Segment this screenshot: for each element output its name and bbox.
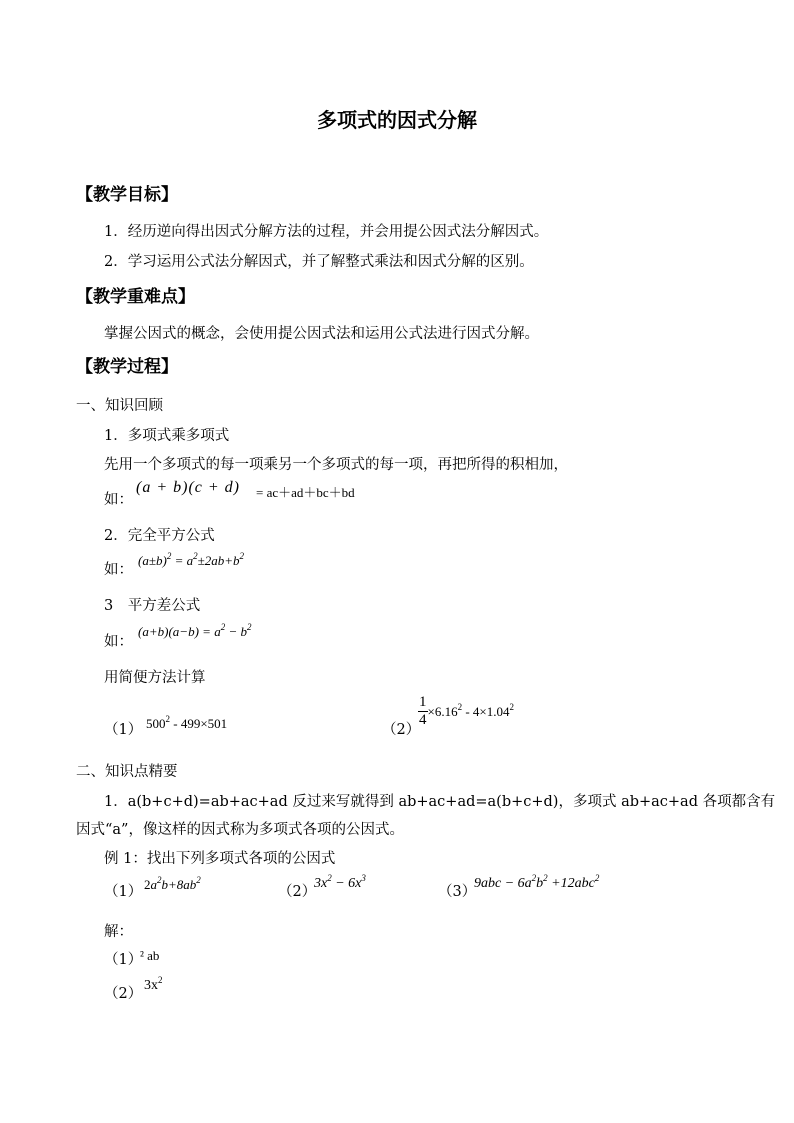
calc2-formula — [418, 694, 514, 729]
calc2-label: （2） — [382, 722, 421, 738]
calc1-label: （1） — [104, 722, 143, 738]
part2-para-line1: 1．a(b+c+d)=ab+ac+ad 反过来写就得到 ab+ac+ad=a(b+c+d)，多项式 ab+ac+ad 各项都含有 — [104, 794, 776, 810]
sol1-label: （1） — [104, 952, 143, 968]
sol2-value: $3x^2$ — [144, 975, 163, 993]
part2-para-line2: 因式“a”，像这样的因式称为多项式各项的公因式。 — [76, 822, 404, 838]
item3-formula: $(a+b)(a-b) = a^2 - b^2$ — [138, 622, 252, 639]
item1-formula-rhs: = ac＋ad＋bc＋bd — [256, 485, 355, 500]
item3-title: 3 平方差公式 — [104, 598, 201, 614]
example-title: 例 1：找出下列多项式各项的公因式 — [104, 851, 336, 867]
goal-item-1: 1．经历逆向得出因式分解方法的过程，并会用提公因式法分解因式。 — [104, 224, 549, 240]
sol2-label: （2） — [104, 986, 143, 1002]
item1-formula-lhs: (a + b)(c + d) — [136, 479, 241, 496]
calc2-frac-num: 1 — [419, 694, 427, 710]
item1-text: 先用一个多项式的每一项乘另一个多项式的每一项，再把所得的积相加， — [104, 457, 568, 473]
eg-label-3: 如： — [104, 634, 133, 650]
solution-label: 解： — [104, 924, 133, 940]
part2-heading: 二、知识点精要 — [76, 764, 178, 780]
ex3-label: （3） — [438, 884, 477, 900]
ex2-formula: $3x^2 - 6x^3$ — [314, 873, 366, 891]
calc2-rest: $\times 6.16^2 - 4\times 1.04^2$ — [427, 701, 515, 719]
keypoints-text: 掌握公因式的概念，会使用提公因式法和运用公式法进行因式分解。 — [104, 326, 539, 342]
item2-formula: $(a\pm b)^2 = a^2\pm 2ab+b^2$ — [138, 551, 245, 568]
item2-title: 2．完全平方公式 — [104, 528, 215, 544]
part1-heading: 一、知识回顾 — [76, 398, 163, 414]
sol1-value: ² ab — [140, 948, 160, 963]
item1-title: 1．多项式乘多项式 — [104, 428, 230, 444]
goal-item-2: 2．学习运用公式法分解因式，并了解整式乘法和因式分解的区别。 — [104, 254, 534, 270]
calc2-fraction — [418, 694, 428, 729]
section-heading-keypoints: 【教学重难点】 — [76, 287, 195, 307]
section-heading-process: 【教学过程】 — [76, 357, 178, 377]
section-heading-goals: 【教学目标】 — [76, 185, 178, 205]
calc1-formula: $500^2 - 499\times 501$ — [146, 714, 228, 731]
calc2-frac-den: 4 — [419, 712, 427, 728]
calc-title: 用简便方法计算 — [104, 670, 206, 686]
eg-label-2: 如： — [104, 562, 133, 578]
eg-label: 如： — [104, 492, 133, 508]
page-title: 多项式的因式分解 — [317, 108, 477, 132]
ex3-formula: $9abc - 6a^2b^2 +12abc^2$ — [474, 873, 600, 891]
ex1-label: （1） — [104, 884, 143, 900]
ex1-formula: $2a^2b+8ab^2$ — [144, 875, 201, 892]
ex2-label: （2） — [278, 884, 317, 900]
